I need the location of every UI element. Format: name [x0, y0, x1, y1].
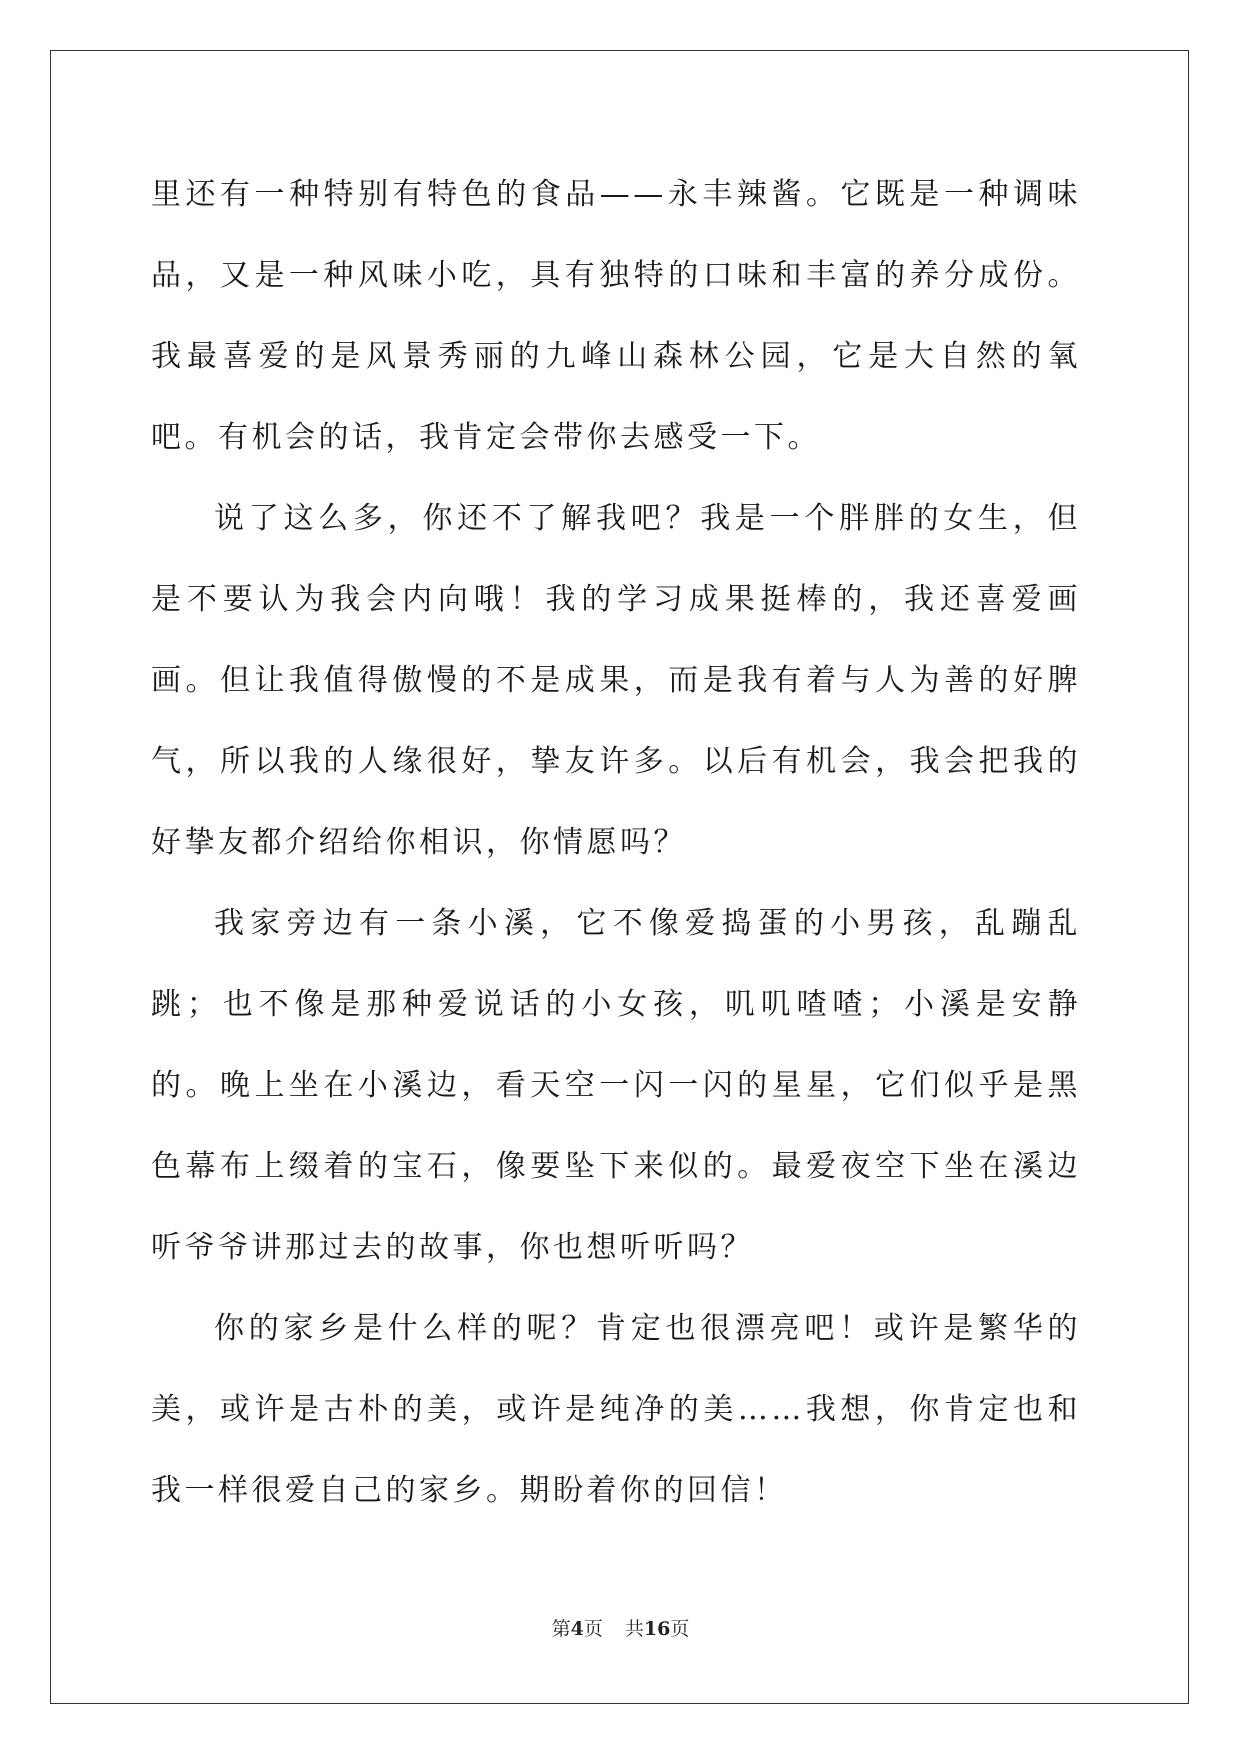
current-page-number: 4	[570, 1618, 584, 1640]
paragraph-self-introduction: 说了这么多，你还不了解我吧？我是一个胖胖的女生，但是不要认为我会内向哦！我的学习成果挺棒的，我还喜爱画画。但让我值得傲慢的不是成果，而是我有着与人为善的好脾气，所以我的人缘很好，挚友许多。以后有机会，我会把我的好挚友都介绍给你相识，你情愿吗？	[151, 501, 1081, 860]
page-number-label: 第4页	[551, 1618, 603, 1640]
page-footer	[0, 1614, 1241, 1641]
paragraph-creek: 我家旁边有一条小溪，它不像爱捣蛋的小男孩，乱蹦乱跳；也不像是那种爱说话的小女孩，叽叽喳喳；小溪是安静的。晚上坐在小溪边，看天空一闪一闪的星星，它们似乎是黑色幕布上缀着的宝石，像要坠下来似的。最爱夜空下坐在溪边听爷爷讲那过去的故事，你也想听听吗？	[151, 906, 1081, 1265]
document-body	[151, 154, 1081, 1531]
total-pages-number: 16	[643, 1618, 671, 1640]
paragraph-closing: 你的家乡是什么样的呢？肯定也很漂亮吧！或许是繁华的美，或许是古朴的美，或许是纯净的美……我想，你肯定也和我一样很爱自己的家乡。期盼着你的回信！	[151, 1311, 1081, 1508]
paragraph-continued: 里还有一种特别有特色的食品——永丰辣酱。它既是一种调味品，又是一种风味小吃，具有独特的口味和丰富的养分成份。我最喜爱的是风景秀丽的九峰山森林公园，它是大自然的氧吧。有机会的话，我肯定会带你去感受一下。	[151, 177, 1081, 455]
total-pages-label: 共16页	[624, 1618, 690, 1640]
